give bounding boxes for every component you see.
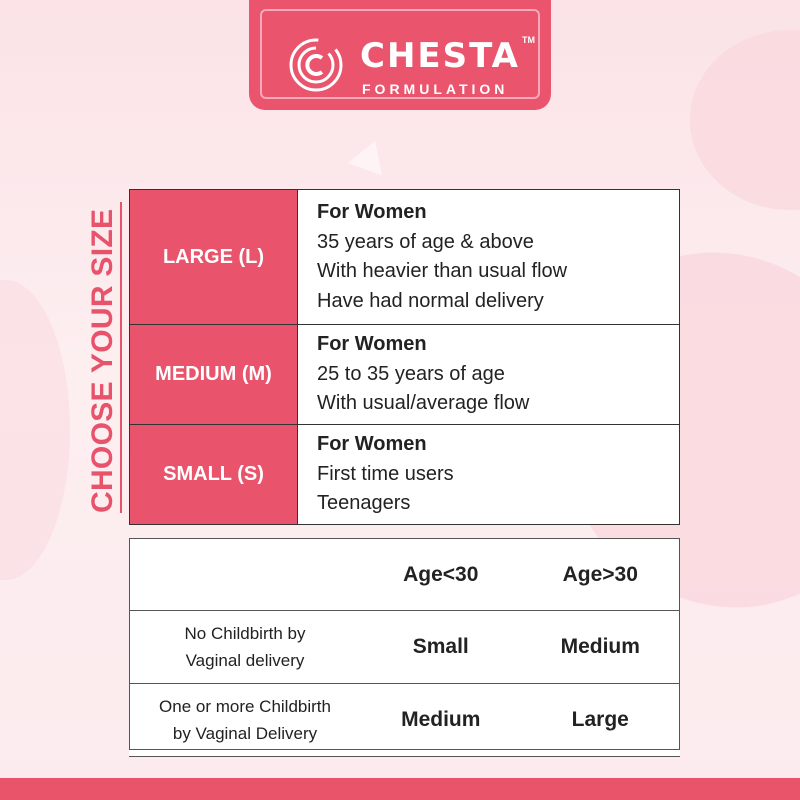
brand-header (249, 0, 551, 110)
matrix-row-label-line: No Childbirth by (184, 624, 306, 643)
size-row-medium (130, 325, 680, 425)
brand-frame (260, 9, 540, 99)
decorative-triangle (348, 135, 392, 176)
size-heading: For Women (317, 433, 427, 456)
matrix-row-label-line: One or more Childbirth (159, 697, 331, 716)
matrix-header-row (129, 539, 680, 611)
matrix-row-label (129, 611, 361, 684)
size-label: LARGE (L) (130, 190, 298, 325)
matrix-column-header: Age>30 (521, 539, 681, 611)
matrix-row-label (129, 684, 361, 757)
matrix-cell: Medium (521, 611, 681, 684)
size-detail: 25 to 35 years of age (317, 362, 505, 385)
size-detail: First time users (317, 462, 454, 485)
matrix-cell: Large (521, 684, 681, 757)
size-description (298, 425, 680, 525)
size-detail: 35 years of age & above (317, 230, 534, 253)
background-blob (690, 30, 800, 210)
trademark-symbol: TM (522, 35, 535, 45)
brand-subtitle: FORMULATION (362, 81, 509, 97)
brand-name: CHESTA (360, 36, 520, 76)
size-detail: With usual/average flow (317, 392, 530, 415)
size-detail: Have had normal delivery (317, 289, 544, 312)
size-heading: For Women (317, 201, 427, 223)
size-guide-table (129, 189, 680, 525)
bottom-accent-bar (0, 778, 800, 800)
size-heading: For Women (317, 333, 427, 356)
size-matrix-table (129, 538, 680, 757)
matrix-row (129, 684, 680, 757)
size-label: SMALL (S) (130, 425, 298, 525)
matrix-cell: Small (361, 611, 521, 684)
matrix-corner-cell (129, 539, 361, 611)
matrix-row-label-line: by Vaginal Delivery (172, 724, 318, 743)
size-detail: Teenagers (317, 492, 411, 515)
size-description (298, 325, 680, 425)
matrix-column-header: Age<30 (361, 539, 521, 611)
matrix-row-label-line: Vaginal delivery (185, 651, 305, 670)
size-description (298, 190, 680, 325)
choose-size-title: CHOOSE YOUR SIZE (86, 202, 122, 513)
background-blob (0, 280, 70, 580)
size-row-large (130, 190, 680, 325)
matrix-row (129, 611, 680, 684)
matrix-cell: Medium (361, 684, 521, 757)
size-label: MEDIUM (M) (130, 325, 298, 425)
circular-c-logo-icon (288, 37, 344, 93)
size-detail: With heavier than usual flow (317, 260, 568, 282)
size-row-small (130, 425, 680, 525)
